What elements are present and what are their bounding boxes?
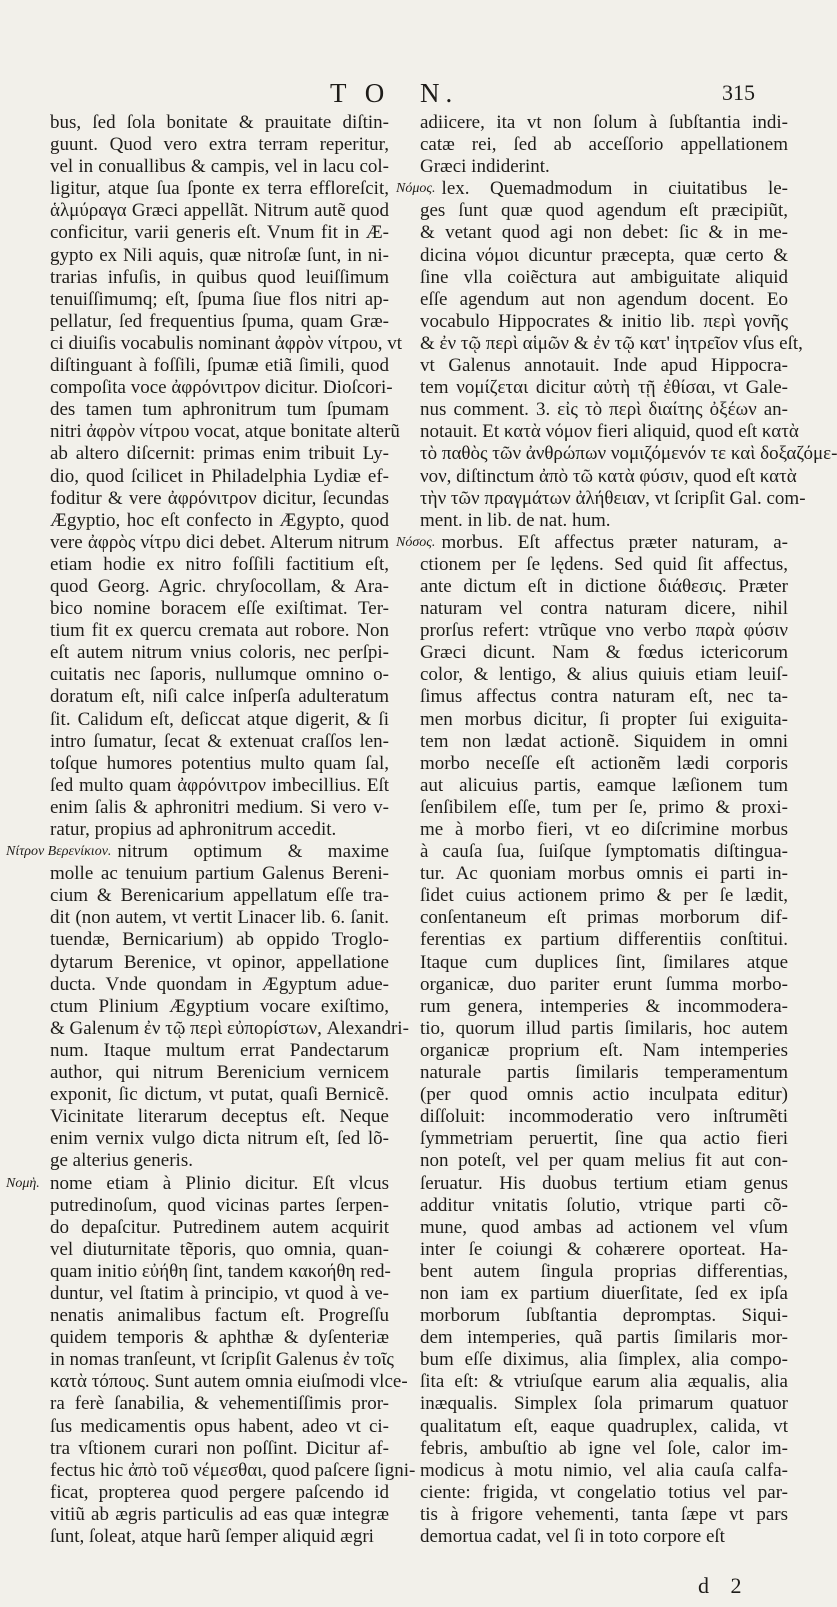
- text-line: [396, 664, 788, 686]
- text-line: [396, 112, 788, 134]
- line-text: guunt. Quod vero extra terram reperitur,: [50, 134, 389, 156]
- text-line: [6, 907, 389, 929]
- text-line: [6, 1504, 389, 1526]
- line-text: cuitatis nec ſaporis, nullumque omnino o-: [50, 664, 389, 686]
- line-text: Græci indiderint.: [420, 156, 550, 178]
- text-line: [396, 443, 837, 465]
- text-line: [396, 399, 788, 421]
- text-line: [396, 178, 788, 200]
- line-text: nenatis animalibus factum eſt. Progreſſu: [50, 1305, 389, 1327]
- line-text: qualitatum eſt, eaque quadruplex, calida, vt: [420, 1415, 788, 1437]
- text-line: [6, 1017, 409, 1040]
- text-line: [396, 554, 788, 576]
- text-line: [6, 642, 389, 664]
- text-line: [396, 709, 788, 731]
- line-text: demortua cadat, vel ſi in toto corpore eſt: [420, 1526, 725, 1547]
- text-line: [6, 112, 389, 134]
- text-line: [396, 731, 788, 753]
- line-text: ſimus affectus contra naturam eſt, nec ta-: [420, 686, 788, 708]
- line-text: vel diuturnitate tẽporis, quo omnia, quan-: [50, 1238, 389, 1260]
- text-line: [6, 863, 389, 885]
- line-text: conſentaneum eſt primas morborum dif-: [420, 907, 788, 929]
- line-text: & ἐν τῷ περὶ αἱμῶν & ἐν τῷ κατ' ἰητρεῖον vſus eſt,: [420, 332, 803, 354]
- line-text: modicus à motu nimio, vel alia cauſa calfa-: [420, 1459, 788, 1481]
- line-text: ſymmetriam peruertit, ſine qua actio fieri: [420, 1128, 788, 1150]
- line-text: mune, quod ambas ad actionem vel vſum: [420, 1216, 788, 1238]
- text-line: [396, 1106, 788, 1128]
- line-text: ſunt, ſoleat, atque harũ ſemper aliquid ægri: [50, 1526, 374, 1547]
- line-text: ge alterius generis.: [50, 1150, 193, 1172]
- line-text: Ægyptio, hoc eſt confecto in Ægypto, quod: [50, 509, 389, 531]
- text-line: [396, 996, 788, 1018]
- line-text: doratum eſt, niſi calce inſperſa adulteratum: [50, 686, 389, 708]
- line-text: molle ac tenuium partium Galenus Bereni-: [50, 863, 389, 885]
- text-line: [6, 443, 389, 465]
- text-line: [6, 1173, 389, 1195]
- line-text: naturale partis ſimilaris temperamentum: [420, 1062, 788, 1084]
- line-text: non iam ex partium diuerſitate, ſed ex ipſa: [420, 1282, 788, 1304]
- line-text: ſeruatur. His duobus tertium etiam genus: [420, 1172, 788, 1194]
- text-line: [396, 929, 788, 951]
- line-text: ſenſibilem eſſe, tum per ſe, primo & proxi-: [420, 796, 788, 818]
- text-line: [6, 156, 389, 178]
- text-line: [396, 1150, 788, 1172]
- text-line: [6, 797, 389, 819]
- text-line: [6, 1438, 389, 1460]
- text-line: [6, 974, 389, 996]
- text-line: [396, 775, 788, 797]
- text-line: [396, 465, 797, 488]
- text-line: [6, 1195, 389, 1217]
- line-text: enim ſalis & aphronitri medium. Si vero v-: [50, 796, 389, 818]
- line-text: me à morbo fieri, vt eo diſcrimine morbus: [420, 819, 788, 840]
- text-line: [396, 1040, 788, 1062]
- line-text: ſita eſt: & vtriuſque earum alia æqualis, alia: [420, 1371, 788, 1393]
- line-text: febris, ambuſtio ab igne vel ſole, calor im-: [420, 1437, 788, 1459]
- line-text: trarias infuſis, in quibus quod leuiſſimum: [50, 266, 389, 288]
- text-line: [396, 1371, 788, 1393]
- line-text: duntur, vel ſtatim à principio, vt quod à ve-: [50, 1282, 389, 1304]
- text-line: [396, 1305, 788, 1327]
- text-line: [6, 929, 389, 951]
- text-line: [396, 1460, 788, 1482]
- text-line: [6, 775, 389, 797]
- text-line: [6, 421, 400, 443]
- line-text: exponit, ſic dictum, vt putat, quaſi Bernicẽ.: [50, 1084, 389, 1106]
- line-text: fectus hic ἀπὸ τοῦ νέμεσθαι, quod paſcere ſigni-: [50, 1459, 416, 1481]
- line-text: inæqualis. Simplex ſola primarum quatuor: [420, 1393, 788, 1415]
- text-line: [6, 1150, 389, 1172]
- text-line: [6, 1239, 389, 1261]
- text-line: [396, 863, 788, 885]
- line-text: naturam vel contra naturam dicere, nihil: [420, 598, 788, 620]
- text-line: [6, 134, 389, 156]
- text-line: [396, 797, 788, 819]
- line-text: ducta. Vnde quondam in Ægyptum adue-: [50, 973, 389, 995]
- text-line: [396, 819, 788, 841]
- line-text: organicæ proprium eſt. Nam intemperies: [420, 1039, 788, 1061]
- line-text: non poteſt, vel per quam melius fit aut con-: [420, 1150, 788, 1172]
- line-text: Vicinitate literarum deceptus eſt. Neque: [50, 1106, 389, 1128]
- line-text: dit (non autem, vt vertit Linacer lib. 6. ſanit.: [50, 907, 389, 929]
- text-line: [6, 753, 389, 775]
- line-text: ligitur, atque ſua ſponte ex terra effloreſcit,: [50, 178, 389, 200]
- line-text: vere ἀφρὸς νίτρυ dici debet. Alterum nitrum: [50, 531, 389, 553]
- text-line: [6, 488, 389, 510]
- line-text: τὸ παθὸς τῶν ἀνθρώπων νομιζόμενόν τε καὶ δοξαζόμε-: [420, 443, 837, 465]
- text-line: [6, 1084, 389, 1106]
- line-text: toſque humores potentius multo quam ſal,: [50, 752, 389, 774]
- text-line: [6, 532, 389, 554]
- line-text: dicina νόμοι dicuntur præcepta, quæ certo &: [420, 244, 788, 266]
- text-line: [6, 731, 389, 753]
- text-line: [6, 996, 389, 1018]
- line-text: des tamen tum aphronitrum tum ſpumam: [50, 399, 389, 421]
- line-text: κατὰ τόπους. Sunt autem omnia eiuſmodi vlce-: [50, 1371, 408, 1393]
- text-line: [6, 1283, 389, 1305]
- running-header: [0, 78, 800, 114]
- text-line: [6, 1062, 389, 1084]
- line-text: pellatur, ſed frequentius ſpuma, quam Græ-: [50, 310, 389, 332]
- text-line: [396, 598, 788, 620]
- line-text: vocabulo Hippocrates & initio lib. περὶ γονῆς: [420, 310, 788, 332]
- line-text: ctum Plinium Ægyptium vocare exiſtimo,: [50, 995, 389, 1017]
- line-text: tra vſtionem curari non poſſint. Dicitur af-: [50, 1437, 389, 1459]
- line-text: bent autem ſingula proprias differentias,: [420, 1260, 788, 1282]
- text-line: [396, 134, 788, 156]
- line-text: diſſoluit: incommoderatio vero inſtrumẽti: [420, 1106, 788, 1128]
- line-text: cium & Berenicarium appellatum eſſe tra-: [50, 885, 389, 907]
- line-text: nus comment. 3. εἰς τὸ περὶ διαίτης ὀξέων an-: [420, 399, 788, 421]
- text-line: [396, 1393, 788, 1415]
- text-line: [6, 1217, 389, 1239]
- line-text: & Galenum ἐν τῷ περὶ εὐπορίστων, Alexandri-: [50, 1017, 409, 1039]
- text-line: [6, 709, 389, 731]
- line-text: nome etiam à Plinio dicitur. Eſt vlcus: [50, 1172, 389, 1194]
- text-line: [396, 642, 788, 664]
- line-text: ſed multo quam ἀφρόνιτρον imbecillius. Eſt: [50, 774, 389, 796]
- text-line: [6, 664, 389, 686]
- header-right: N.: [420, 78, 459, 108]
- line-text: dio, quod ſcilicet in Philadelphia Lydiæ ef-: [50, 465, 389, 487]
- line-text: men morbus dicitur, ſi propter ſui exiguita-: [420, 708, 788, 730]
- text-line: [6, 1459, 416, 1482]
- line-text: do depaſcitur. Putredinem autem acquirit: [50, 1216, 389, 1238]
- text-line: [6, 885, 389, 907]
- line-text: tium fit ex quercu cremata aut robore. Non: [50, 620, 389, 642]
- line-text: quod Georg. Agric. chryſocollam, & Ara-: [50, 575, 389, 597]
- line-text: ges ſunt quæ quod agendum eſt præcipiũt,: [420, 200, 788, 222]
- line-text: compoſita voce ἀφρόνιτρον dicitur. Dioſcori-: [50, 377, 393, 399]
- line-text: ſit. Calidum eſt, deſiccat atque digerit, & ſi: [50, 708, 389, 730]
- line-text: additur vnitatis ſolutio, vtrique parti cõ-: [420, 1194, 788, 1216]
- line-text: ſus medicamentis opus habent, adeo vt ci-: [50, 1415, 389, 1437]
- text-line: [396, 686, 788, 708]
- text-line: [396, 1173, 788, 1195]
- line-text: morbus. Eſt affectus præter naturam, a-: [441, 531, 788, 553]
- text-line: [396, 1128, 788, 1150]
- text-line: [6, 1040, 389, 1062]
- header-left: T O: [330, 78, 391, 108]
- line-text: dem intemperies, quã partis ſimilaris mor-: [420, 1327, 788, 1349]
- text-line: [396, 532, 788, 554]
- text-line: [396, 1195, 788, 1217]
- text-line: [396, 1239, 788, 1261]
- text-line: [6, 332, 403, 355]
- text-line: [6, 576, 389, 598]
- text-line: [6, 399, 389, 421]
- text-line: [396, 200, 788, 222]
- right-column: [396, 112, 837, 1548]
- text-line: [396, 311, 788, 333]
- text-line: [6, 1393, 389, 1415]
- text-line: [396, 841, 788, 863]
- text-line: [396, 245, 788, 267]
- line-text: bico nomine boracem eſſe exiſtimat. Ter-: [50, 598, 389, 620]
- line-text: diſtinguant à foſſili, ſpumæ etiã ſimili, quod: [50, 355, 389, 377]
- line-text: à cauſa ſua, ſuiſque ſymptomatis diſtingua-: [420, 841, 788, 863]
- line-text: intro ſumatur, ſecat & extenuat craſſos len-: [50, 730, 389, 752]
- text-line: [396, 1438, 788, 1460]
- text-line: [6, 1371, 408, 1393]
- line-text: aut alicuius partis, eamque læſionem tum: [420, 774, 788, 796]
- text-line: [396, 974, 788, 996]
- line-text: foditur & vere ἀφρόνιτρον dicitur, ſecundas: [50, 487, 389, 509]
- line-text: tur. Ac quoniam morbus omnis ei parti in-: [420, 863, 788, 885]
- text-line: [396, 421, 799, 443]
- line-text: prorſus refert: vtrũque vno verbo παρὰ φύσιν: [420, 620, 788, 642]
- line-text: etiam hodie ex nitro foſſili factitium eſt,: [50, 553, 389, 575]
- line-text: eſſe agendum aut non agendum docent. Eo: [420, 288, 788, 310]
- line-text: num. Itaque multum errat Pandectarum: [50, 1039, 389, 1061]
- line-text: ra ferè ſanabilia, & vehementiſſimis pror-: [50, 1393, 389, 1415]
- text-line: [396, 377, 788, 399]
- line-text: Græci dicunt. Nam & fœdus ictericorum: [420, 642, 788, 664]
- text-line: [396, 620, 788, 642]
- text-line: [396, 156, 788, 178]
- line-text: conficitur, varii generis eſt. Vnum fit in Æ-: [50, 222, 389, 244]
- text-line: [6, 1106, 389, 1128]
- line-text: Itaque cum duplices ſint, ſimilares atque: [420, 951, 788, 973]
- text-line: [396, 1062, 788, 1084]
- line-text: ci diuiſis vocabulis nominant ἀφρὸν νίτρου, vt: [50, 332, 403, 354]
- line-text: vitiũ ab ægris particulis ad eas quæ integræ: [50, 1503, 389, 1525]
- line-text: bus, ſed ſola bonitate & prauitate diſtin-: [50, 112, 389, 133]
- text-line: [396, 1504, 788, 1526]
- text-line: [396, 1349, 788, 1371]
- text-line: [6, 245, 389, 267]
- line-text: color, & lentigo, & alius quiuis etiam leuiſ-: [420, 664, 788, 686]
- line-text: ctionem per ſe lędens. Sed quid ſit affectus,: [420, 553, 788, 575]
- text-line: [396, 907, 788, 929]
- line-text: putredinoſum, quod vicinas partes ſerpen-: [50, 1194, 389, 1216]
- line-text: lex. Quemadmodum in ciuitatibus le-: [441, 178, 788, 200]
- text-line: [6, 1261, 389, 1283]
- text-line: [396, 952, 788, 974]
- line-text: quidem temporis & aphthæ & dyſenteriæ: [50, 1327, 389, 1349]
- text-line: [396, 1526, 788, 1548]
- line-text: adiicere, ita vt non ſolum à ſubſtantia indi-: [420, 112, 788, 133]
- line-text: notauit. Et κατὰ νόμον fieri aliquid, quod eſt κατὰ: [420, 421, 799, 443]
- line-text: ſidet cuius actionem primo & per ſe lædit,: [420, 885, 788, 907]
- text-line: [6, 200, 389, 222]
- line-text: inter ſe coiungi & cohærere oporteat. Ha-: [420, 1238, 788, 1260]
- text-line: [6, 686, 389, 708]
- line-text: author, qui nitrum Berenicium vernicem: [50, 1062, 389, 1084]
- line-text: nitrum optimum & maxime: [117, 841, 389, 863]
- line-text: tem non lædat actionẽ. Siquidem in omni: [420, 730, 788, 752]
- text-line: [6, 267, 389, 289]
- line-text: ab altero diſcernit: primas enim tribuit Ly-: [50, 443, 389, 465]
- text-line: [6, 1416, 389, 1438]
- line-text: bum eſſe diximus, alia ſimplex, alia compo-: [420, 1349, 788, 1371]
- text-line: [6, 952, 389, 974]
- text-line: [6, 466, 389, 488]
- text-line: [6, 598, 389, 620]
- line-text: ficat, propterea quod pergere paſcendo id: [50, 1481, 389, 1503]
- line-text: rum genera, intemperies & incommodera-: [420, 995, 788, 1017]
- text-line: [6, 1526, 389, 1548]
- text-line: [6, 510, 389, 532]
- line-text: tem νομίζεται dicitur αὐτὴ τῇ ἐθίσαι, vt Gale-: [420, 377, 788, 399]
- text-line: [396, 753, 788, 775]
- text-line: [396, 1482, 788, 1504]
- line-text: ciente: frigida, vt congelatio totius vel par-: [420, 1481, 788, 1503]
- text-line: [396, 576, 788, 598]
- line-text: morborum ſubſtantia depromptas. Siqui-: [420, 1305, 788, 1327]
- line-text: τὴν τῶν πραγμάτων ἀλήθειαν, vt ſcripſit Gal. com-: [420, 487, 806, 509]
- page-number: 315: [722, 80, 755, 105]
- line-text: ante dictum eſt in dictione διάθεσις. Præter: [420, 575, 788, 597]
- text-line: [396, 1217, 788, 1239]
- text-line: [396, 355, 788, 377]
- entry-headword: Νομὴ.: [6, 1175, 40, 1191]
- line-text: ferentias ex partium differentiis conſtitui.: [420, 929, 788, 951]
- text-line: [396, 1283, 788, 1305]
- line-text: morbo neceſſe eſt actionẽm lædi corporis: [420, 752, 788, 774]
- text-line: [6, 311, 389, 333]
- line-text: eſt autem nitrum vnius coloris, nec perſpi-: [50, 642, 389, 664]
- text-line: [6, 355, 389, 377]
- line-text: vel in conuallibus & campis, vel in lacu col-: [50, 156, 389, 178]
- line-text: dytarum Berenice, vt opinor, appellatione: [50, 951, 389, 973]
- text-line: [6, 1305, 389, 1327]
- line-text: tis à frigore vehementi, tanta ſæpe vt pars: [420, 1503, 788, 1525]
- text-line: [396, 222, 788, 244]
- text-line: [6, 554, 389, 576]
- text-line: [6, 1327, 389, 1349]
- line-text: ſine vlla coiẽctura aut ambiguitate aliquid: [420, 266, 788, 288]
- text-line: [6, 1349, 394, 1371]
- text-line: [6, 1482, 389, 1504]
- line-text: organicæ, duo pariter erunt ſumma morbo-: [420, 973, 788, 995]
- line-text: ratur, propius ad aphronitrum accedit.: [50, 819, 337, 840]
- text-line: [396, 1084, 788, 1106]
- text-line: [396, 267, 788, 289]
- text-line: [396, 510, 788, 532]
- text-line: [6, 178, 389, 200]
- text-line: [396, 332, 803, 355]
- line-text: in nomas tranſeunt, vt ſcripſit Galenus ἐν τοῖς: [50, 1349, 394, 1371]
- text-line: [396, 289, 788, 311]
- text-line: [396, 1261, 788, 1283]
- entry-headword: Νίτρον Βερενίκιον.: [6, 844, 112, 860]
- entry-headword: Νόσος.: [396, 534, 436, 550]
- signature-mark: d 2: [698, 1573, 750, 1598]
- text-line: [6, 377, 393, 399]
- text-line: [396, 487, 806, 510]
- text-line: [6, 841, 389, 863]
- line-text: nitri ἀφρὸν νίτρου vocat, atque bonitate alterũ: [50, 421, 400, 443]
- line-text: & vetant quod agi non debet: ſic & in me-: [420, 222, 788, 244]
- text-line: [6, 620, 389, 642]
- text-line: [6, 1128, 389, 1150]
- line-text: tenuiſſimumq; eſt, ſpuma ſiue flos nitri ap-: [50, 288, 389, 310]
- text-line: [396, 1416, 788, 1438]
- line-text: (per quod omnis actio inculpata editur): [420, 1084, 788, 1106]
- text-line: [396, 885, 788, 907]
- text-line: [396, 1018, 788, 1040]
- text-line: [396, 1327, 788, 1349]
- line-text: tuendæ, Bernicarium) ab oppido Troglo-: [50, 929, 389, 951]
- text-line: [6, 289, 389, 311]
- line-text: νον, diſtinctum ἀπὸ τῶ κατὰ φύσιν, quod eſt κατὰ: [420, 465, 797, 487]
- line-text: gypto ex Nili aquis, quæ nitroſæ ſunt, in ni-: [50, 244, 389, 266]
- line-text: ment. in lib. de nat. hum.: [420, 509, 611, 531]
- line-text: vt Galenus annotauit. Inde apud Hippocra-: [420, 355, 788, 377]
- line-text: tio, quorum illud partis ſimilaris, hoc autem: [420, 1017, 788, 1039]
- line-text: ἁλμύραγα Græci appellãt. Nitrum autẽ quod: [50, 200, 389, 222]
- entry-headword: Νόμος.: [396, 181, 436, 197]
- line-text: quam initio εὐήθη ſint, tandem κακοήθη red-: [50, 1260, 391, 1282]
- line-text: catæ rei, ſed ab acceſſorio appellationem: [420, 134, 788, 156]
- text-line: [6, 222, 389, 244]
- line-text: enim vernix vulgo dicta nitrum eſt, ſed lõ-: [50, 1128, 389, 1150]
- text-line: [6, 819, 389, 841]
